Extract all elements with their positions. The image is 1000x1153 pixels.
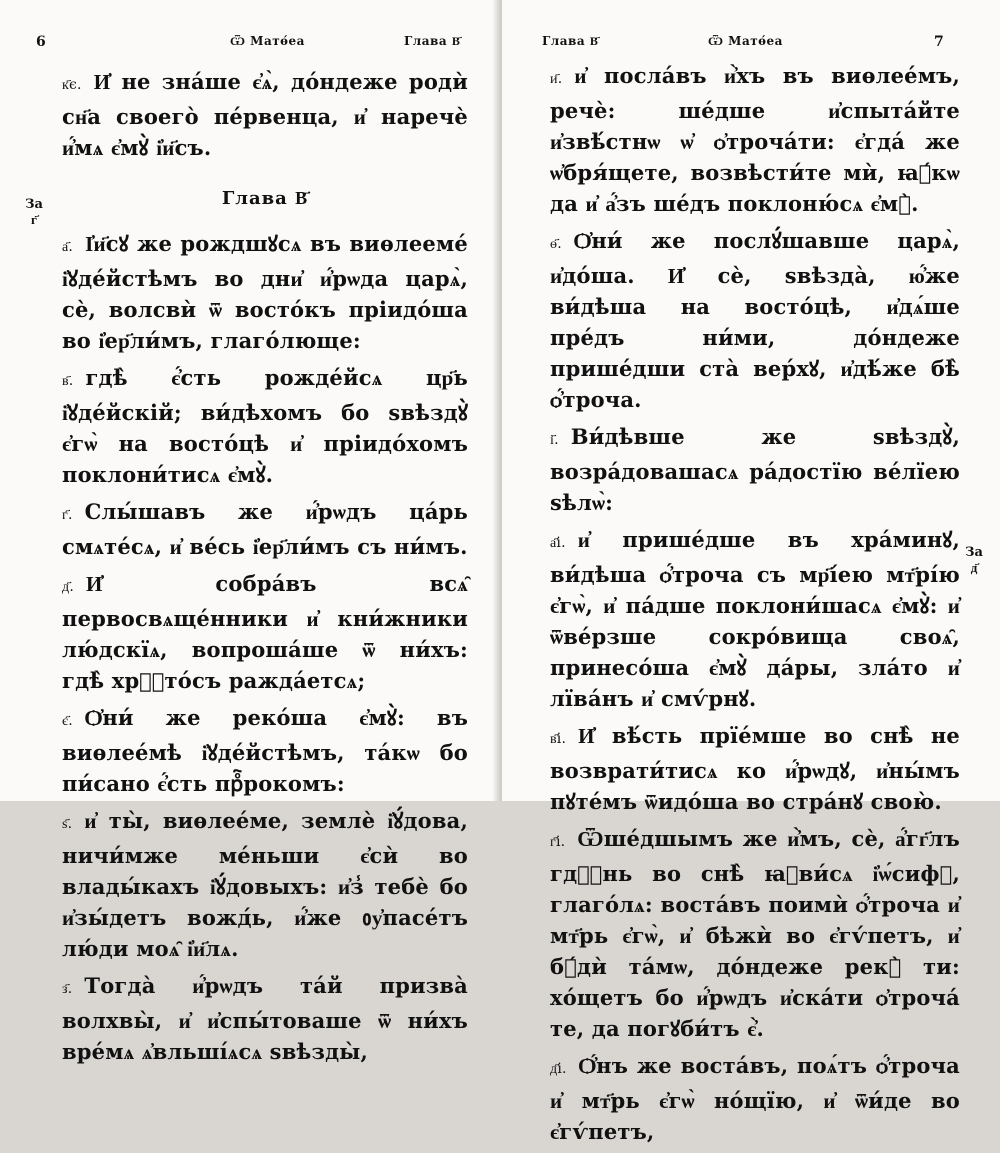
left-running-title: Ѿ Матѳ́еа: [230, 34, 305, 48]
verse-number: д҃і.: [550, 1061, 567, 1077]
left-page-number: 6: [36, 34, 47, 50]
verse-text: И҆ не зна́ше є҆ѧ̀, до́ндеже родѝ сн҃а своего̀ пе́рвенца, и҆ наречѐ и҆́мѧ є҆мꙋ̀ і҆и҃съ.: [62, 69, 468, 160]
verse-number: і҃.: [550, 432, 559, 448]
right-margin-note-line1: За: [965, 545, 983, 560]
verse: [62, 970, 468, 1067]
verse: [62, 66, 468, 163]
verse-number: в҃.: [62, 373, 74, 389]
verse-number: з҃.: [62, 981, 73, 997]
verse-text: И҆ собра́въ всѧ̑ первосвѧще́нники и҆ кни́жники лю́дскїѧ, вопроша́ше ѿ ни́хъ: гдѣ̀ хрⷭ҇то́съ ражда́етсѧ;: [62, 571, 468, 693]
verse-text: и҆ прише́дше въ хра́минꙋ, ви́дѣша ѻ҆́троча съ мр҃і́ею мт҃рі́ю є҆гѡ̀, и҆ па́дше поклони́шасѧ є҆мꙋ̀: и҆ ѿве́рзше сокро́вища своѧ̑, принесо́ша є҆мꙋ̀ да́ры, зла́то и҆ лїва́нъ и҆ смѵ́рнꙋ.: [550, 527, 960, 711]
verse-text: и҆ ты̀, виѳлее́ме, землѐ і҆ꙋ́дова, ничи́мже ме́ньши є҆сѝ во влады́кахъ і҆ꙋ́довыхъ: и҆з̾ тебѐ бо и҆зы́детъ вожд́ь, и҆́же ᲂу҆пасе́тъ лю́ди моѧ̑ і҆и҃лѧ.: [62, 808, 468, 961]
verse-text: Ѻ҆ни́ же реко́ша є҆мꙋ̀: въ виѳлее́мѣ і҆ꙋде́йстѣмъ, та́кѡ бо пи́сано є҆́сть прⷪ҇рокомъ:: [62, 705, 468, 796]
chapter-heading: Глава В҃: [221, 188, 309, 209]
right-margin-note-line2: д҃: [970, 561, 978, 576]
verse: [550, 823, 960, 1044]
verse: [62, 805, 468, 964]
verse-number: к҃є.: [62, 77, 82, 93]
verse-number: а҃.: [62, 239, 74, 255]
right-page-number: 7: [934, 34, 945, 50]
verse: [62, 362, 468, 490]
left-page: [0, 0, 498, 1064]
verse-number: а҃і.: [550, 535, 566, 551]
left-page-body: [62, 66, 468, 1073]
verse: [62, 228, 468, 356]
verse: [550, 225, 960, 415]
verse-text: гдѣ̀ є҆́сть рожде́йсѧ цр҃ь і҆ꙋде́йскій; ви́дѣхомъ бо ѕвѣздꙋ̀ є҆гѡ̀ на восто́цѣ и҆ пріидо́хомъ поклони́тисѧ є҆мꙋ̀.: [62, 365, 468, 487]
verse-text: Тогда̀ и҆́рѡдъ та́й призва̀ волхвы̀, и҆ и҆спы́товаше ѿ ни́хъ вре́мѧ ѧ҆вльші́ѧсѧ ѕвѣзды̀,: [62, 973, 468, 1064]
verse: [550, 720, 960, 817]
right-running-title: Ѿ Матѳ́еа: [708, 34, 783, 48]
verse: [62, 496, 468, 562]
right-margin-note: [954, 545, 994, 577]
verse-number: г҃.: [62, 507, 73, 523]
verse: [550, 421, 960, 518]
verse-number: д҃.: [62, 579, 74, 595]
verse-text: Ѻ҆́нъ же воста́въ, поѧ́тъ ѻ҆́троча и҆ мт҃рь є҆гѡ̀ но́щїю, и҆ ѿи́де во є҆гѵ́петъ,: [550, 1053, 960, 1144]
right-chapter-label: Глава В҃: [542, 34, 599, 48]
verse: [62, 568, 468, 696]
verse-text: Ви́дѣвше же ѕвѣздꙋ̀, возра́довашасѧ ра́достїю ве́лїею ѕѣлѡ̀:: [550, 424, 960, 515]
verse-number: ѕ҃.: [62, 816, 73, 832]
verse-text: и҆ посла́въ и҆̀хъ въ виѳлее́мъ, речѐ: ше́дше и҆спыта́йте и҆звѣ́стнѡ ѡ҆ ѻ҆троча́ти: є҆гда́ же ѡ҆бря́щете, возвѣсти́те мѝ, ꙗ҆́кѡ да и҆ а҆́зъ ше́дъ поклоню́сѧ є҆мꙋ̀.: [550, 63, 960, 216]
verse-number: в҃і.: [550, 731, 567, 747]
right-page-body: [550, 60, 960, 1153]
left-margin-note-line1: За: [25, 197, 43, 212]
right-page-header: [502, 28, 1000, 52]
verse-number: ѳ҃.: [550, 236, 562, 252]
right-page: [502, 0, 1000, 1144]
left-margin-note: [14, 197, 54, 229]
verse: [550, 1050, 960, 1147]
left-page-header: [0, 28, 498, 52]
verse-text: Слы́шавъ же и҆́рѡдъ ца́рь смѧте́сѧ, и҆ ве́сь і҆ер҃ли́мъ съ ни́мъ.: [62, 499, 468, 559]
verse-text: І҆и҃сꙋ же рождшꙋсѧ въ виѳлееме́ і҆ꙋде́йстѣмъ во дни҆ и҆́рѡда царѧ̀, сѐ, волсвѝ ѿ восто́къ пріидо́ша во і҆ер҃ли́мъ, глаго́люще:: [62, 231, 468, 353]
verse-number: и҃.: [550, 71, 563, 87]
verse-number: г҃і.: [550, 834, 566, 850]
verse-text: Ѿше́дшымъ же и҆̀мъ, сѐ, а҆́гг҃лъ гдⷭ҇нь во снѣ̀ ꙗ҆ви́сѧ і҆ѡ́сифꙋ, глаго́лѧ: воста́въ поимѝ ѻ҆́троча и҆ мт҃рь є҆гѡ̀, и҆ бѣжѝ во є҆гѵ́петъ, и҆ бꙋ́дѝ та́мѡ, до́ндеже рекꙋ̀ ти: хо́щетъ бо и҆́рѡдъ и҆ска́ти ѻ҆трочá те, да погꙋби́тъ є҆̀.: [550, 826, 960, 1041]
verse: [550, 60, 960, 219]
left-chapter-label: Глава В҃: [404, 34, 461, 48]
verse-number: є҃.: [62, 713, 73, 729]
left-margin-note-line2: г҃: [31, 213, 37, 228]
verse-text: Ѻ҆ни́ же послꙋ́шавше царѧ̀, и҆до́ша. И҆ сѐ, ѕвѣзда̀, ю҆́же ви́дѣша на восто́цѣ, и҆дѧ́ше пре́дъ ни́ми, до́ндеже прише́дши ста̀ вер́хꙋ, и҆дѣ́же бѣ̀ ѻ҆́троча.: [550, 228, 960, 412]
verse: [62, 702, 468, 799]
verse: [550, 524, 960, 714]
verse-text: И҆ вѣ́сть прїе́мше во снѣ̀ не возврати́тисѧ ко и҆́рѡдꙋ, и҆ны́мъ пꙋте́мъ ѿидо́ша во стра́нꙋ свою̀.: [550, 723, 960, 814]
